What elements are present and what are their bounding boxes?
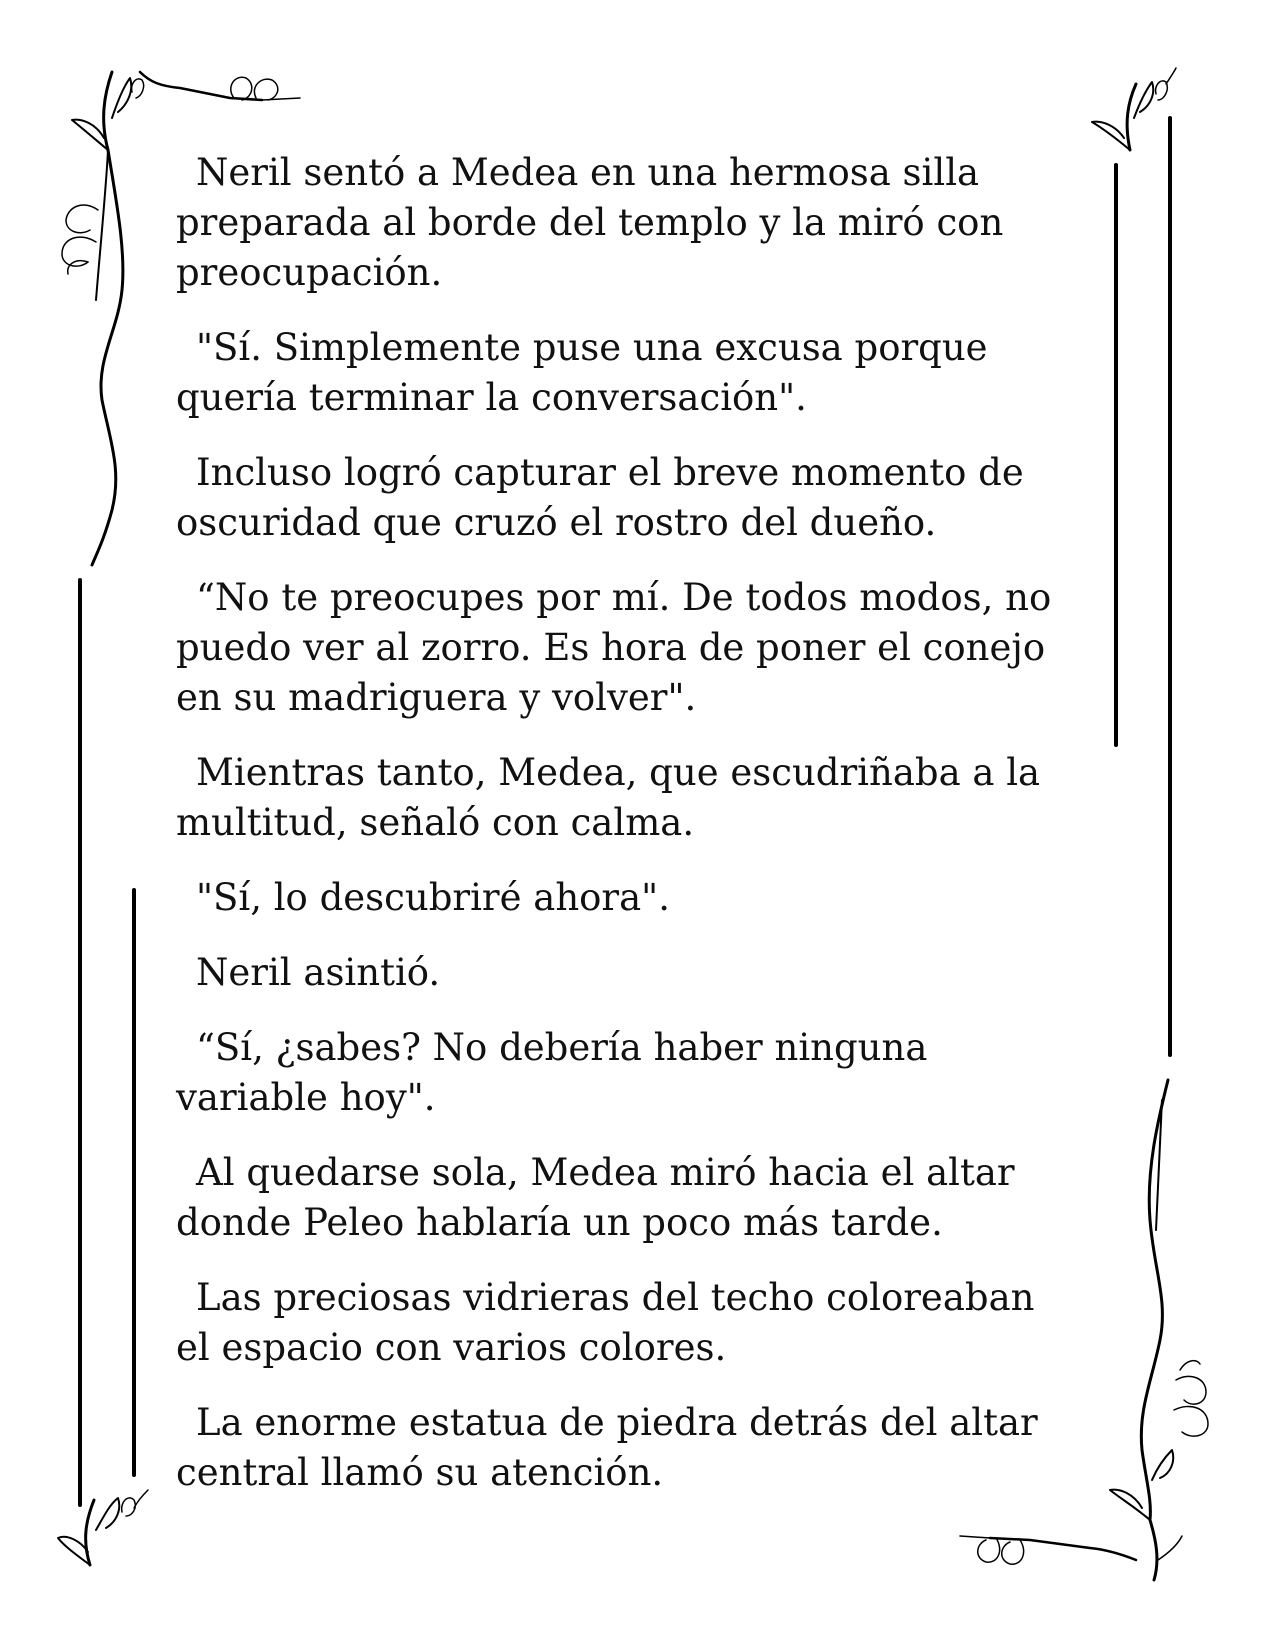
paragraph: Incluso logró capturar el breve momento de oscuridad que cruzó el rostro del dueño. <box>176 451 1024 544</box>
top-right-flourish-icon <box>1092 68 1176 150</box>
paragraph: La enorme estatua de piedra detrás del altar central llamó su atención. <box>176 1401 1038 1494</box>
bottom-left-flourish-icon <box>58 1490 148 1565</box>
paragraph: "Sí. Simplemente puse una excusa porque quería terminar la conversación". <box>176 326 988 419</box>
paragraph: "Sí, lo descubriré ahora". <box>196 876 670 919</box>
paragraph: Neril sentó a Medea en una hermosa silla preparada al borde del templo y la miró con preocupación. <box>176 151 1004 294</box>
paragraph: Las preciosas vidrieras del techo coloreaban el espacio con varios colores. <box>176 1276 1035 1369</box>
paragraph: Neril asintió. <box>196 951 441 994</box>
paragraph: Al quedarse sola, Medea miró hacia el altar donde Peleo hablaría un poco más tarde. <box>176 1151 1015 1244</box>
paragraph: “No te preocupes por mí. De todos modos, no puedo ver al zorro. Es hora de poner el conejo en su madriguera y volver". <box>176 576 1052 719</box>
paragraph: “Sí, ¿sabes? No debería haber ninguna variable hoy". <box>176 1026 928 1119</box>
text-body <box>176 148 1076 1523</box>
paragraph: Mientras tanto, Medea, que escudriñaba a la multitud, señaló con calma. <box>176 751 1041 844</box>
